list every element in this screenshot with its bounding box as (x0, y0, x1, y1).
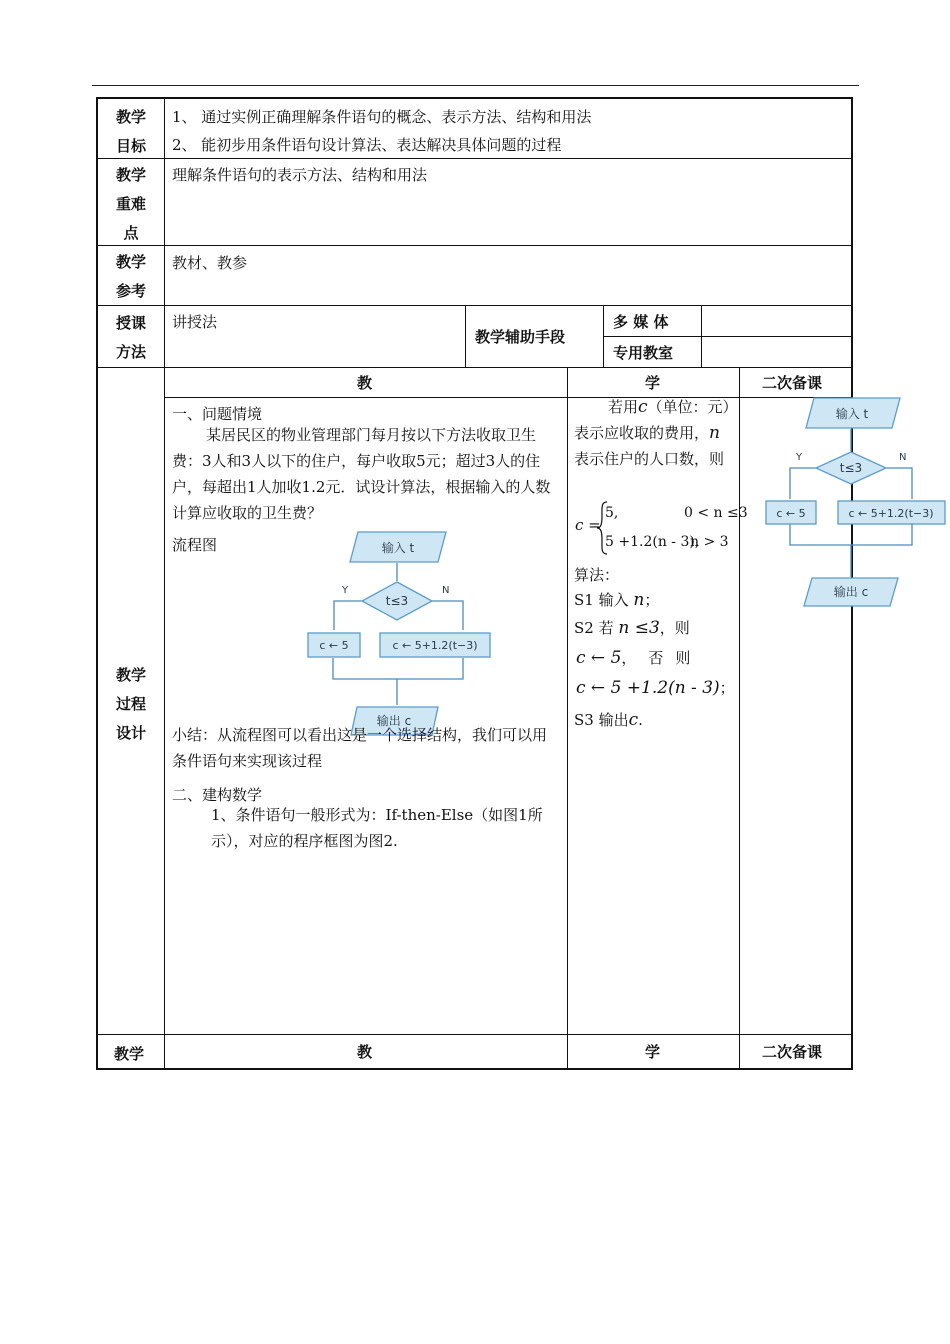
goal-item-1: 1、 通过实例正确理解条件语句的概念、表示方法、结构和用法 (172, 108, 592, 126)
reference-label: 教学 参考 (115, 253, 146, 300)
key-points-text: 理解条件语句的表示方法、结构和用法 (172, 166, 428, 184)
assign-5-text: c ← 5 (319, 639, 349, 652)
notes-flowchart-figure (762, 395, 948, 610)
condition-text: t≤3 (385, 594, 409, 608)
col-divider (164, 99, 165, 1070)
algorithm-step-2-else: c ← 5 +1.2(n - 3)； (576, 678, 735, 698)
key-points-label: 教学 重难 点 (115, 166, 146, 242)
col-divider (465, 305, 466, 367)
learn-intro-2: （单位：元）表示应收取的费用， (574, 398, 731, 442)
process-label: 教学 过程 设计 (115, 666, 146, 742)
footer-col-note: 二次备课 (762, 1043, 823, 1061)
var-c: c (638, 397, 648, 417)
classroom-label: 专用教室 (613, 344, 674, 362)
algorithm-step-3: S3 输出c. (574, 710, 643, 730)
case-2-condition: n > 3 (690, 534, 729, 550)
section-1-title: 一、问题情境 (172, 405, 263, 423)
problem-text: 某居民区的物业管理部门每月按以下方法收取卫生费：3人和3人以下的住户，每户收取5元；超过3人的住户，每超出1人加收1.2元．试设计算法，根据输入的人数计算应收取的卫生费？ (172, 426, 551, 522)
goals-label: 教学 目标 (115, 108, 146, 155)
col-divider (603, 305, 604, 367)
case-1-value: 5, (605, 505, 619, 521)
col-header-learn: 学 (645, 374, 661, 392)
no-label: N (442, 585, 450, 596)
yes-label: Y (342, 585, 349, 596)
case-2-value: 5 +1.2(n - 3), (605, 534, 700, 550)
flowchart-label: 流程图 (172, 536, 218, 554)
notes-assign-5-text: c ← 5 (776, 507, 806, 520)
goal-item-2: 2、 能初步用条件语句设计算法、表达解决具体问题的过程 (172, 136, 562, 154)
row-divider (98, 305, 851, 306)
footer-label: 教学 (114, 1045, 145, 1063)
row-divider (98, 245, 851, 246)
col-divider (701, 305, 702, 367)
output-text: 输出 c (376, 714, 412, 728)
assign-formula-text: c ← 5+1.2(t−3) (392, 639, 478, 652)
algorithm-step-2: S2 若 n ≤3，则 (574, 618, 690, 638)
col-header-note: 二次备课 (762, 374, 823, 392)
section-2-title: 二、建构数学 (172, 786, 263, 804)
algorithm-step-2-then: c ← 5，否则 (576, 648, 703, 668)
notes-input-text: 输入 t (835, 407, 869, 421)
summary-text: 小结：从流程图可以看出这是一个选择结构，我们可以用条件语句来实现该过程 (172, 726, 548, 770)
footer-col-teach: 教 (357, 1043, 373, 1061)
case-1-condition: 0 < n ≤3 (684, 505, 748, 521)
header-rule (92, 85, 859, 86)
flowchart-figure (300, 525, 500, 740)
col-header-teach: 教 (357, 374, 373, 392)
algorithm-title: 算法： (574, 566, 620, 584)
row-divider (98, 158, 851, 159)
learn-intro-3: 表示住户的人口数，则 (574, 450, 725, 468)
notes-output-text: 输出 c (833, 585, 869, 599)
learn-intro-1: 若用 (608, 398, 639, 416)
col-divider (739, 367, 740, 1070)
footer-col-learn: 学 (645, 1043, 661, 1061)
algorithm-step-1: S1 输入 n； (574, 590, 660, 610)
formula-lhs: c = (575, 516, 601, 534)
notes-yes-label: Y (796, 452, 803, 463)
method-text: 讲授法 (172, 313, 218, 331)
reference-text: 教材、教参 (172, 254, 248, 272)
media-label: 多 媒 体 (613, 313, 669, 331)
row-divider (603, 336, 851, 337)
notes-assign-formula-text: c ← 5+1.2(t−3) (848, 507, 934, 520)
notes-no-label: N (899, 452, 907, 463)
col-divider (567, 367, 568, 1070)
learn-intro (574, 394, 732, 472)
notes-condition-text: t≤3 (839, 461, 863, 475)
var-n: n (709, 423, 720, 443)
input-text: 输入 t (381, 541, 415, 555)
method-label: 授课 方法 (115, 314, 146, 361)
aux-means-label: 教学辅助手段 (475, 328, 566, 346)
point-1-text: 1、条件语句一般形式为：If-then-Else（如图1所示），对应的程序框图为图2. (211, 806, 543, 850)
row-divider (164, 397, 851, 398)
